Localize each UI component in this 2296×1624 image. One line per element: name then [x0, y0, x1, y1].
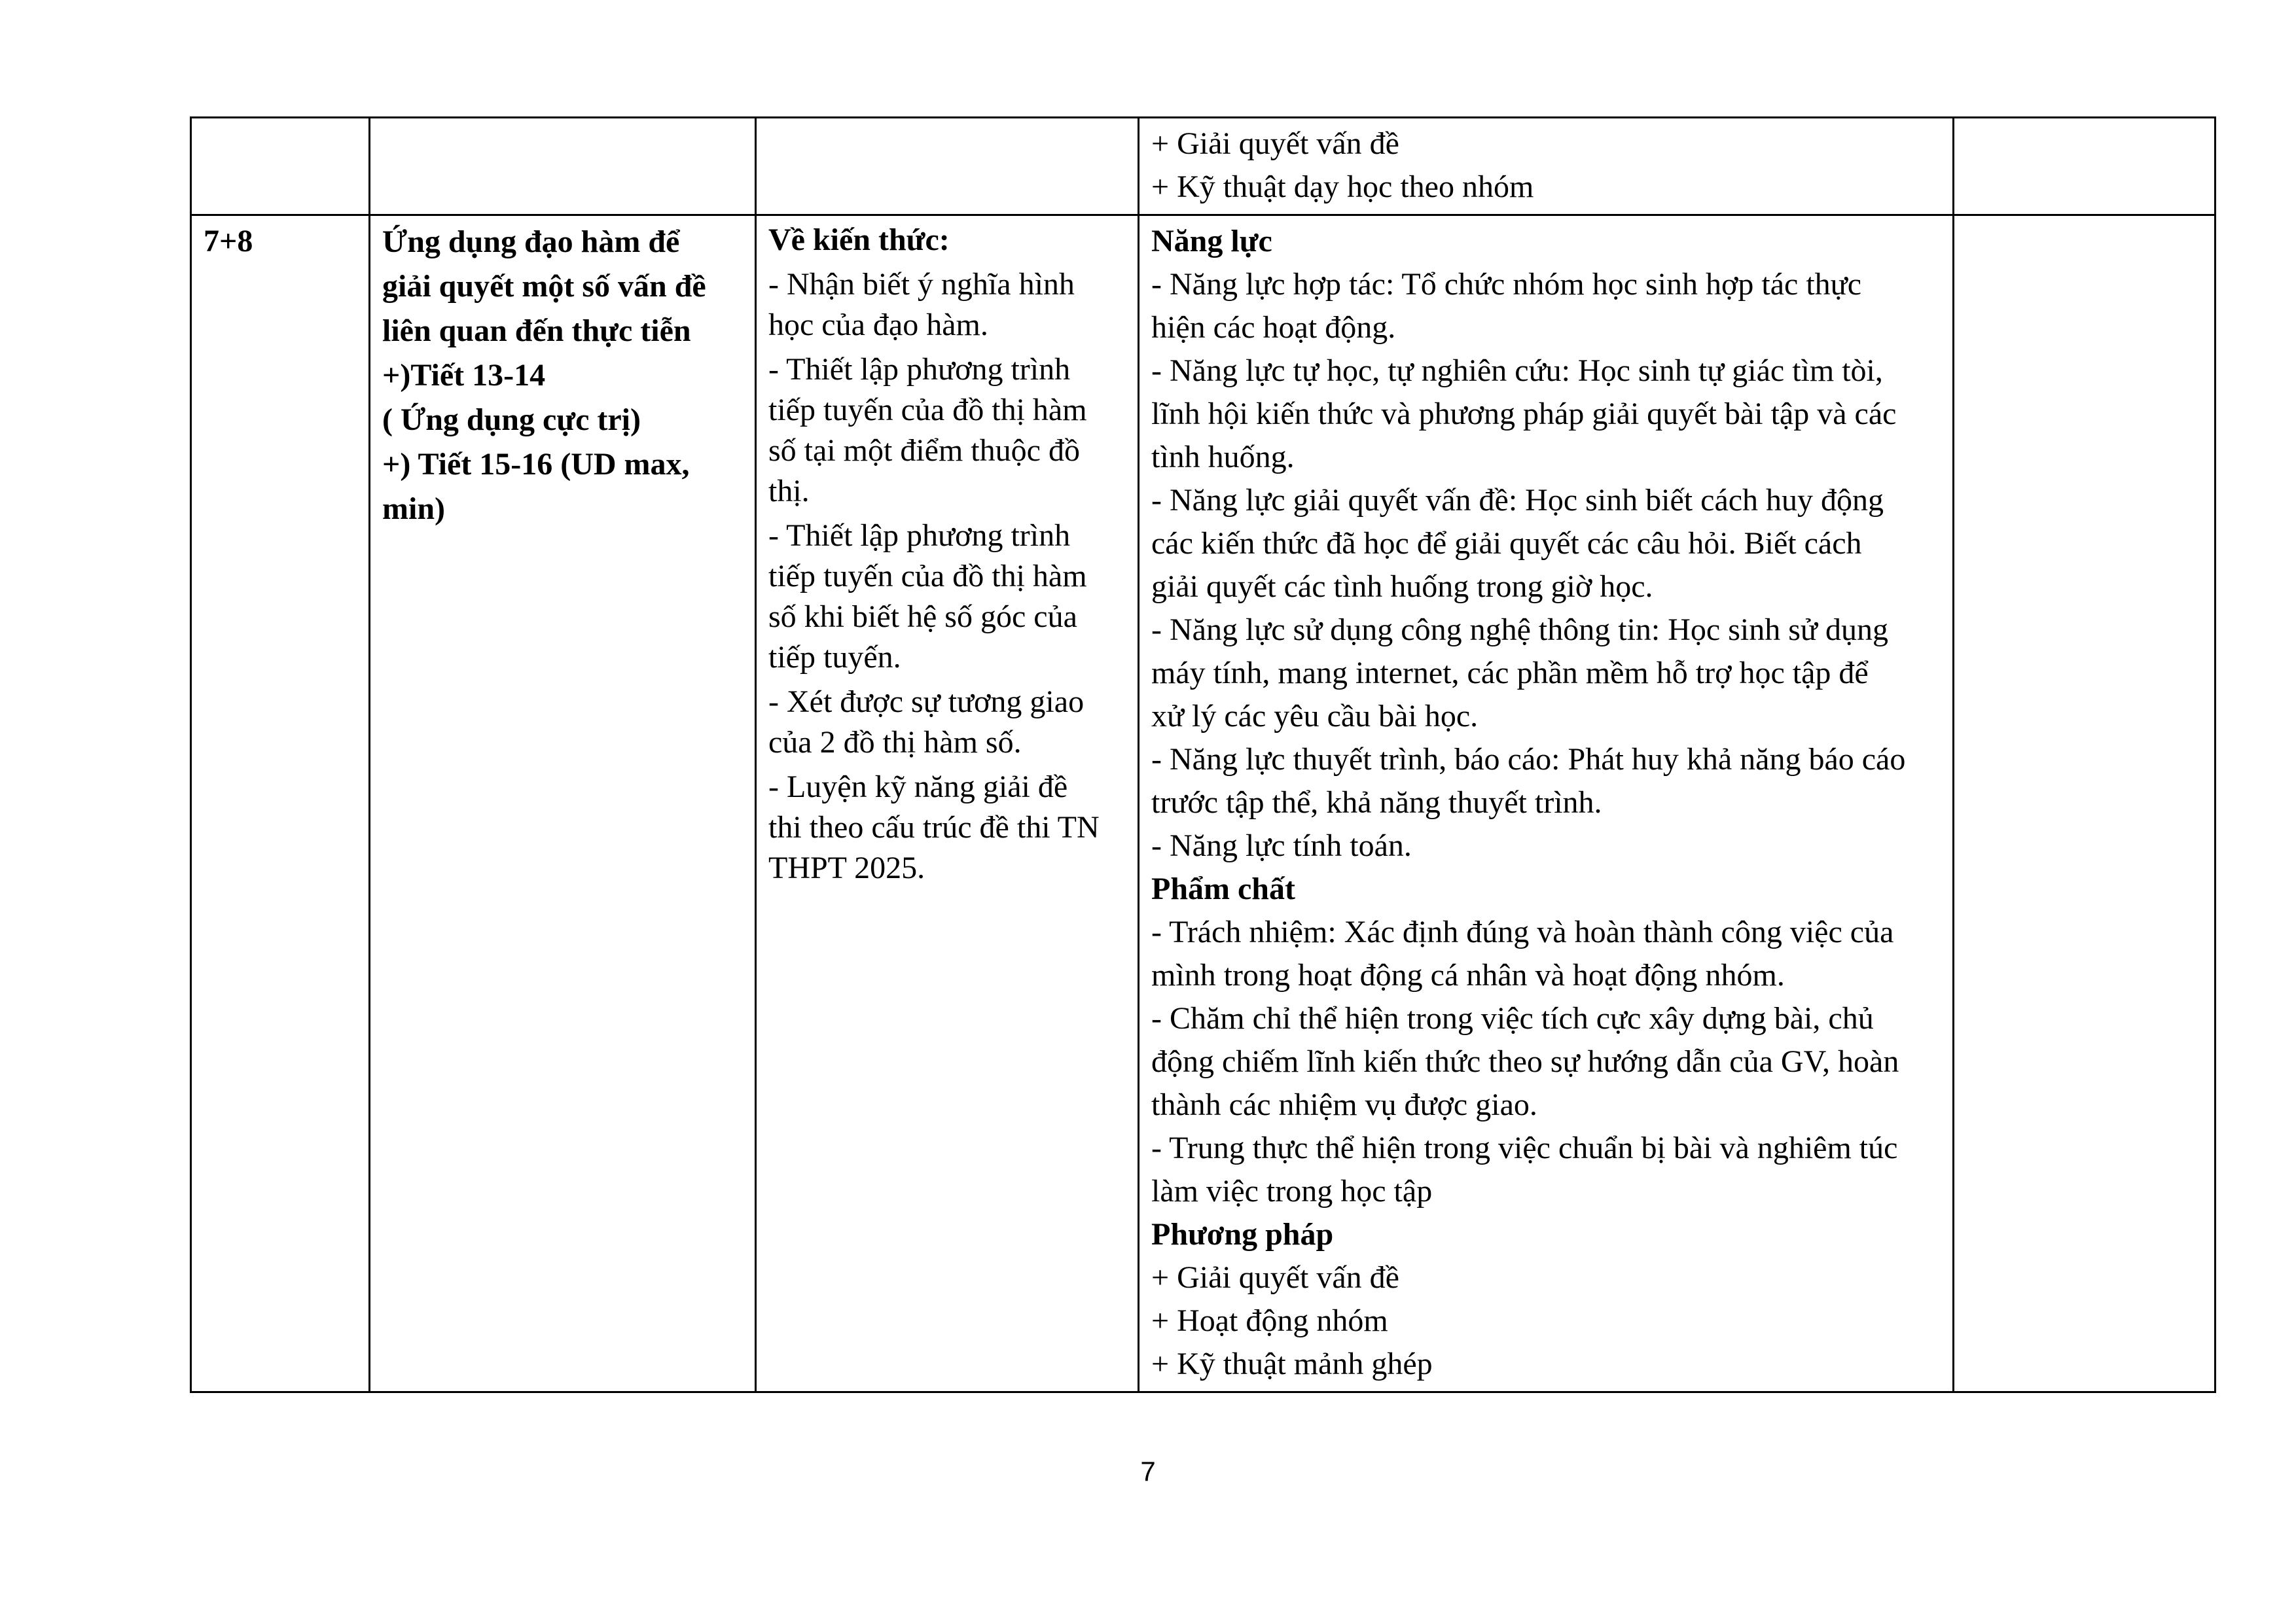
lesson-cell [370, 118, 756, 215]
lesson-title-line: Ứng dụng đạo hàm để [382, 224, 680, 259]
lesson-title-line: +)Tiết 13-14 [382, 358, 546, 393]
knowledge-line: học của đạo hàm. [768, 308, 988, 342]
methods-cell [1139, 118, 1954, 215]
lesson-title-line: liên quan đến thực tiễn [382, 313, 691, 348]
lesson-title-line: giải quyết một số vấn đề [382, 269, 706, 304]
competence-methods-cell [1139, 215, 1954, 1392]
table-row [191, 215, 2215, 1392]
method-line: + Giải quyết vấn đề [1151, 126, 1399, 161]
competence-heading: Năng lực [1151, 224, 1272, 258]
notes-cell [1954, 215, 2215, 1392]
competence-line: trước tập thể, khả năng thuyết trình. [1151, 785, 1602, 820]
knowledge-line: của 2 đồ thị hàm số. [768, 725, 1022, 760]
competence-line: - Năng lực thuyết trình, báo cáo: Phát huy khả năng báo cáo [1151, 742, 1906, 777]
knowledge-line: - Xét được sự tương giao [768, 684, 1085, 719]
knowledge-item [768, 349, 1127, 512]
knowledge-line: số khi biết hệ số góc của [768, 599, 1077, 634]
quality-heading: Phẩm chất [1151, 872, 1295, 906]
quality-line: động chiếm lĩnh kiến thức theo sự hướng dẫn của GV, hoàn [1151, 1044, 1899, 1079]
knowledge-line: - Luyện kỹ năng giải đề [768, 769, 1068, 804]
knowledge-line: thi theo cấu trúc đề thi TN [768, 810, 1100, 845]
method-line: + Kỹ thuật mảnh ghép [1151, 1347, 1433, 1381]
competence-line: xử lý các yêu cầu bài học. [1151, 699, 1479, 733]
quality-line: làm việc trong học tập [1151, 1174, 1433, 1209]
knowledge-line: - Thiết lập phương trình [768, 352, 1071, 387]
quality-line: - Trung thực thể hiện trong việc chuẩn bị bài và nghiêm túc [1151, 1131, 1898, 1165]
quality-line: - Trách nhiệm: Xác định đúng và hoàn thành công việc của [1151, 915, 1894, 949]
lesson-title-line: min) [382, 491, 445, 526]
knowledge-item [768, 264, 1127, 345]
table-row [191, 118, 2215, 215]
method-line: + Giải quyết vấn đề [1151, 1260, 1399, 1295]
page-number: 7 [1140, 1456, 1156, 1487]
competence-line: tình huống. [1151, 440, 1295, 474]
knowledge-cell [756, 215, 1139, 1392]
competence-line: lĩnh hội kiến thức và phương pháp giải quyết bài tập và các [1151, 397, 1897, 431]
lesson-plan-table [190, 116, 2216, 1393]
quality-line: mình trong hoạt động cá nhân và hoạt động nhóm. [1151, 958, 1785, 993]
competence-line: - Năng lực sử dụng công nghệ thông tin: Học sinh sử dụng [1151, 612, 1888, 647]
knowledge-line: tiếp tuyến của đồ thị hàm [768, 559, 1087, 593]
notes-cell [1954, 118, 2215, 215]
objectives-cell [756, 118, 1139, 215]
lesson-title-cell [370, 215, 756, 1392]
competence-line: - Năng lực tự học, tự nghiên cứu: Học sinh tự giác tìm tòi, [1151, 353, 1883, 388]
knowledge-item [768, 682, 1127, 763]
competence-line: giải quyết các tình huống trong giờ học. [1151, 569, 1653, 604]
method-line: + Hoạt động nhóm [1151, 1303, 1388, 1338]
knowledge-item [768, 767, 1127, 889]
competence-line: máy tính, mang internet, các phần mềm hỗ trợ học tập để [1151, 656, 1869, 690]
competence-line: - Năng lực giải quyết vấn đề: Học sinh biết cách huy động [1151, 483, 1884, 518]
competence-line: hiện các hoạt động. [1151, 310, 1396, 345]
knowledge-line: số tại một điểm thuộc đồ [768, 433, 1080, 468]
method-heading: Phương pháp [1151, 1217, 1334, 1252]
week-cell: 7+8 [191, 215, 370, 1392]
week-cell [191, 118, 370, 215]
lesson-title-line: ( Ứng dụng cực trị) [382, 402, 641, 437]
lesson-title-line: +) Tiết 15-16 (UD max, [382, 447, 690, 482]
competence-line: các kiến thức đã học để giải quyết các câu hỏi. Biết cách [1151, 526, 1862, 561]
knowledge-item [768, 516, 1127, 678]
competence-line: - Năng lực hợp tác: Tổ chức nhóm học sinh hợp tác thực [1151, 267, 1861, 302]
competence-line: - Năng lực tính toán. [1151, 828, 1412, 863]
knowledge-line: tiếp tuyến của đồ thị hàm [768, 393, 1087, 427]
knowledge-line: tiếp tuyến. [768, 640, 901, 675]
quality-line: thành các nhiệm vụ được giao. [1151, 1087, 1537, 1122]
method-line: + Kỹ thuật dạy học theo nhóm [1151, 169, 1534, 204]
knowledge-line: - Thiết lập phương trình [768, 518, 1071, 553]
knowledge-line: THPT 2025. [768, 851, 925, 885]
knowledge-heading: Về kiến thức: [768, 222, 950, 257]
knowledge-line: thị. [768, 474, 810, 508]
knowledge-line: - Nhận biết ý nghĩa hình [768, 267, 1075, 302]
quality-line: - Chăm chỉ thể hiện trong việc tích cực xây dựng bài, chủ [1151, 1001, 1874, 1036]
